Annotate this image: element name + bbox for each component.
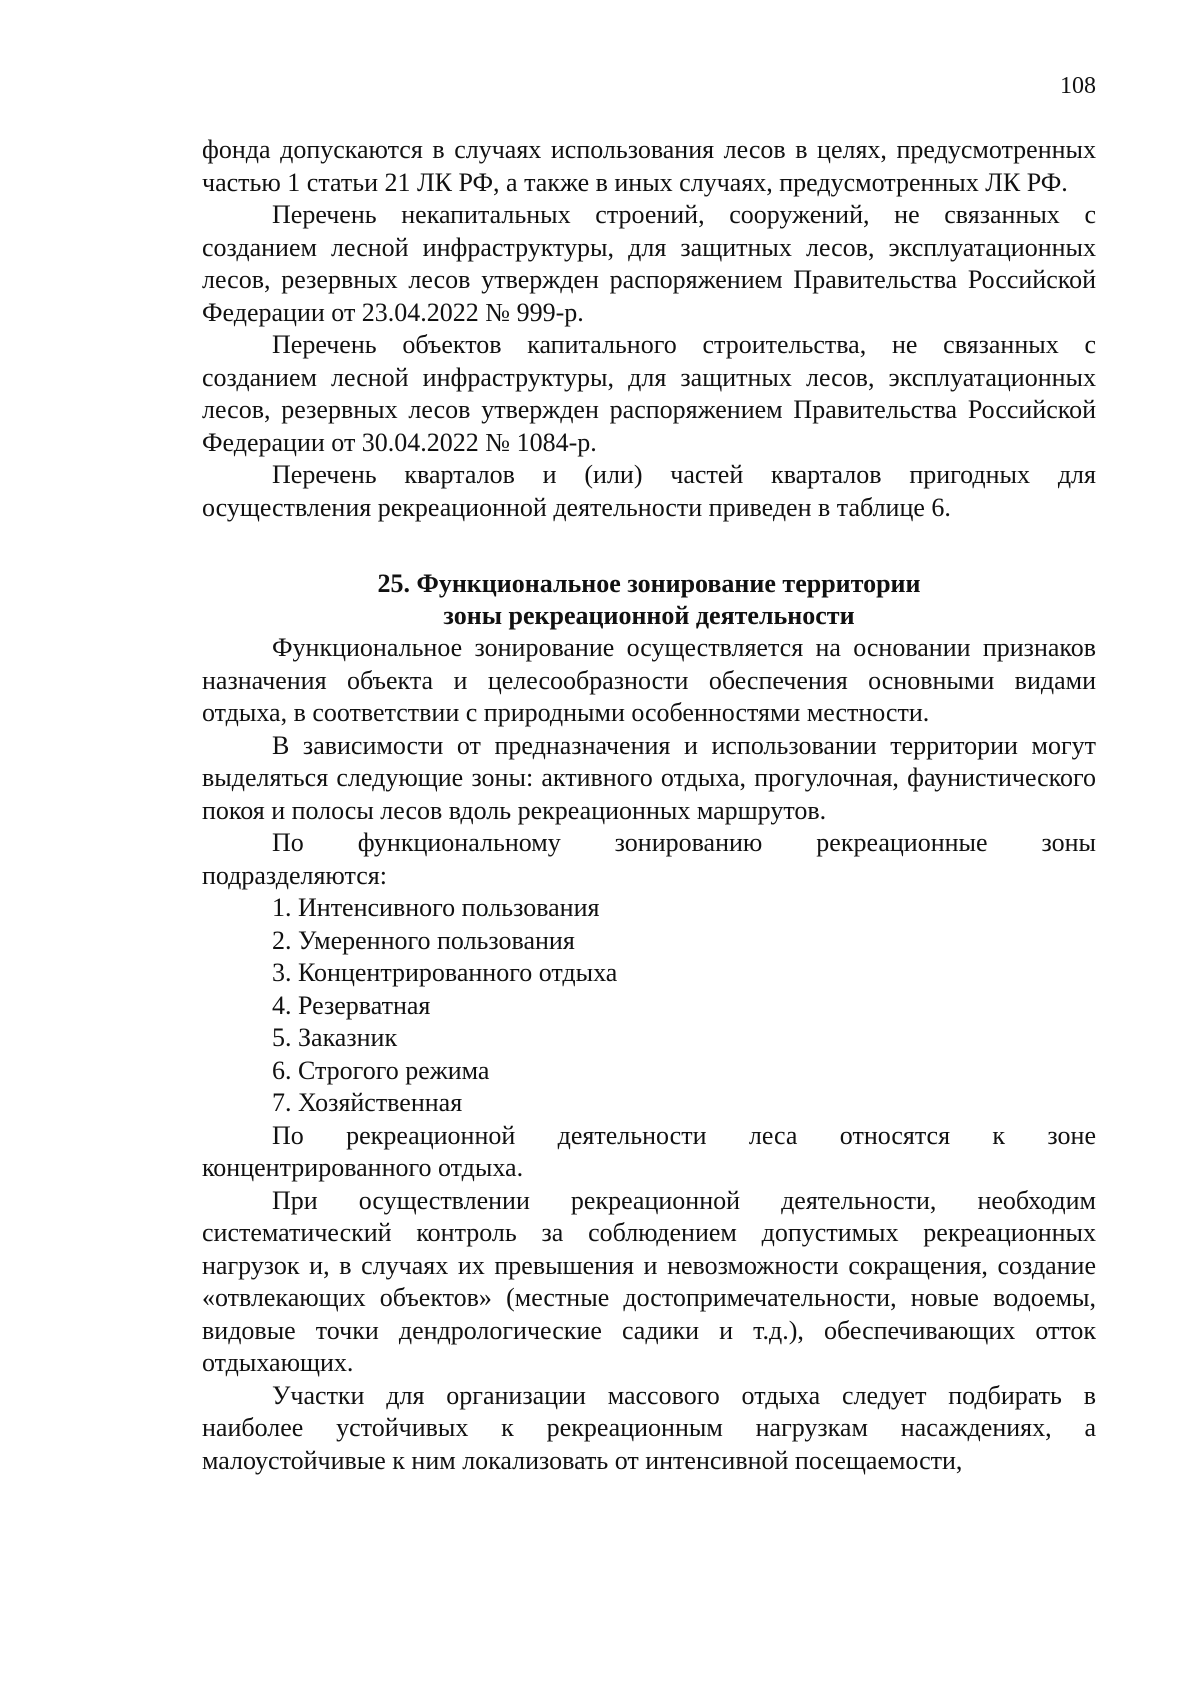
list-item: 5. Заказник [272,1023,398,1052]
paragraph-continuation: фонда допускаются в случаях использования лесов в целях, предусмотренных частью 1 статьи 21 ЛК РФ, а также в иных случаях, предусмотренных ЛК РФ. [202,135,1096,197]
paragraph-zones-by-purpose: В зависимости от предназначения и использовании территории могут выделяться следующие зоны: активного отдыха, прогулочная, фаунистического покоя и полосы лесов вдоль рекреационных маршрутов. [202,730,1096,825]
section-heading-line1: 25. Функциональное зонирование территории [377,569,921,598]
zones-list [202,892,1096,1120]
paragraph-zones-intro: По функциональному зонированию рекреационные зоны подразделяются: [202,828,1096,890]
paragraph-load-control: При осуществлении рекреационной деятельности, необходим систематический контроль за соблюдением допустимых рекреационных нагрузок и, в случаях их превышения и невозможности сокращения, создание «отвлекающих объектов» (местные достопримечательности, новые водоемы, видовые точки дендрологические садики и т.д.), обеспечивающих отток отдыхающих. [202,1185,1096,1377]
paragraph-quarters-list: Перечень кварталов и (или) частей кварталов пригодных для осуществления рекреационной деятельности приведен в таблице 6. [202,460,1096,522]
page-number: 108 [1060,73,1096,99]
section-heading [202,568,1096,632]
list-item: 1. Интенсивного пользования [272,893,600,922]
section-heading-line2: зоны рекреационной деятельности [443,601,855,630]
paragraph-functional-zoning: Функциональное зонирование осуществляется на основании признаков назначения объекта и целесообразности обеспечения основными видами отдыха, в соответствии с природными особенностями местности. [202,633,1096,727]
list-item: 7. Хозяйственная [272,1088,463,1117]
list-item: 6. Строгого режима [272,1055,490,1085]
page-content [202,134,1096,1477]
list-item: 4. Резерватная [272,990,431,1020]
paragraph-capital-construction: Перечень объектов капитального строительства, не связанных с созданием лесной инфраструктуры, для защитных лесов, эксплуатационных лесов, резервных лесов утвержден распоряжением Правительства Российской Федерации от 30.04.2022 № 1084-р. [202,330,1096,457]
paragraph-noncapital-structures: Перечень некапитальных строений, сооружений, не связанных с созданием лесной инфраструктуры, для защитных лесов, эксплуатационных лесов, резервных лесов утвержден распоряжением Правительства Российской Федерации от 23.04.2022 № 999-р. [202,200,1096,327]
paragraph-mass-recreation: Участки для организации массового отдыха следует подбирать в наиболее устойчивых к рекреационным нагрузкам насаждениях, а малоустойчивые к ним локализовать от интенсивной посещаемости, [202,1380,1096,1475]
paragraph-forest-zone: По рекреационной деятельности леса относятся к зоне концентрированного отдыха. [202,1120,1096,1182]
list-item: 3. Концентрированного отдыха [272,958,618,987]
list-item: 2. Умеренного пользования [272,925,575,955]
